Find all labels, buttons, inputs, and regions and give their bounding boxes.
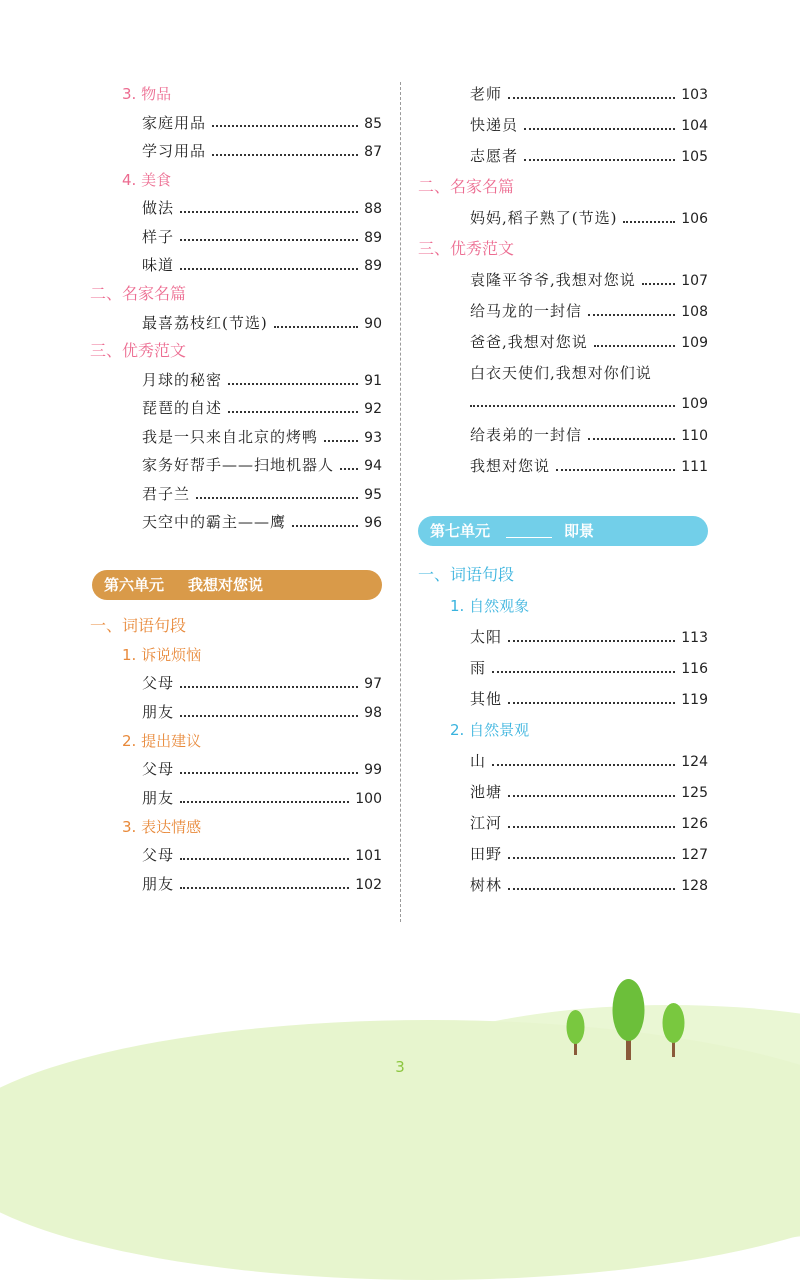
section-heading: 一、词语句段 (418, 565, 515, 584)
toc-entry-title: 琵琶的自述 (142, 399, 223, 417)
toc-page-number: 128 (681, 878, 708, 894)
toc-entry[interactable] (90, 196, 382, 220)
toc-page-number: 91 (364, 373, 382, 389)
toc-entry[interactable] (418, 842, 708, 866)
leader-dots (196, 496, 358, 499)
leader-dots (508, 887, 675, 890)
toc-page-number: 99 (364, 762, 382, 778)
toc-entry[interactable] (418, 625, 708, 649)
toc-entry-title: 妈妈,稻子熟了(节选) (470, 209, 618, 227)
toc-page-number: 127 (681, 847, 708, 863)
tree-large (613, 979, 645, 1060)
toc-page-number: 119 (681, 692, 708, 708)
toc-page-number: 102 (355, 877, 382, 893)
toc-entry[interactable] (418, 780, 708, 804)
toc-entry[interactable] (418, 299, 708, 323)
leader-dots (340, 467, 358, 470)
leader-dots (623, 220, 675, 223)
leader-dots (508, 639, 675, 642)
toc-entry-title: 味道 (142, 256, 175, 274)
tree-small-left (567, 1010, 585, 1055)
toc-entry-title: 太阳 (470, 628, 503, 646)
leader-dots (180, 800, 349, 803)
toc-entry-title[interactable]: 白衣天使们,我想对你们说 (470, 364, 652, 382)
toc-page-number: 111 (681, 459, 708, 475)
toc-entry-title: 样子 (142, 227, 175, 246)
unit7-banner[interactable] (418, 516, 708, 546)
toc-entry[interactable] (90, 368, 382, 392)
toc-entry-title: 家庭用品 (142, 113, 207, 132)
toc-page-number: 98 (364, 705, 382, 721)
toc-page-number: 87 (364, 144, 382, 160)
toc-page-number: 89 (364, 229, 382, 246)
toc-entry[interactable] (90, 225, 382, 249)
toc-entry-title: 朋友 (142, 703, 175, 721)
toc-entry-title: 月球的秘密 (142, 371, 223, 389)
toc-page-number: 110 (681, 428, 708, 444)
leader-dots (228, 410, 358, 413)
toc-page-number: 92 (364, 401, 382, 417)
toc-entry-title: 其他 (470, 690, 503, 708)
section-heading: 二、名家名篇 (418, 177, 515, 196)
leader-dots (180, 210, 358, 213)
leader-dots (212, 124, 358, 127)
toc-entry[interactable] (90, 139, 382, 163)
leader-dots (524, 127, 675, 130)
toc-page-number: 109 (681, 396, 708, 412)
toc-entry-title: 天空中的霸主——鹰 (142, 513, 287, 531)
toc-page-number: 85 (364, 115, 382, 132)
toc-entry-title: 父母 (142, 674, 175, 692)
leader-dots (180, 857, 349, 860)
toc-entry-title: 袁隆平爷爷,我想对您说 (470, 271, 636, 289)
toc-entry-title: 父母 (142, 846, 175, 864)
unit7-banner-label: 第七单元 (430, 522, 491, 540)
toc-entry-title: 快递员 (470, 116, 519, 134)
toc-page-number: 106 (681, 211, 708, 227)
unit6-banner-title: 我想对您说 (188, 576, 264, 594)
toc-entry-title: 父母 (142, 760, 175, 778)
trees-illustration (550, 975, 700, 1065)
leader-dots (508, 825, 675, 828)
toc-page-number: 126 (681, 816, 708, 832)
toc-page-number: 89 (364, 258, 382, 274)
leader-dots (180, 771, 358, 774)
toc-entry-title: 给马龙的一封信 (470, 302, 583, 320)
leader-dots (492, 763, 675, 766)
toc-entry[interactable] (418, 82, 708, 106)
leader-dots (324, 439, 358, 442)
toc-entry-title: 树林 (470, 876, 503, 894)
toc-entry-title: 田野 (470, 845, 503, 863)
leader-dots (508, 794, 675, 797)
subsection-heading: 2. 自然景观 (450, 721, 530, 739)
column-divider (400, 82, 401, 922)
toc-page-number: 116 (681, 661, 708, 677)
toc-entry-title: 山 (470, 752, 487, 770)
leader-dots (274, 325, 358, 328)
leader-dots (470, 405, 675, 407)
toc-page-number: 93 (364, 430, 382, 446)
toc-entry[interactable] (90, 786, 382, 810)
toc-entry[interactable] (90, 425, 382, 449)
toc-page-number: 103 (681, 87, 708, 103)
leader-dots (292, 524, 358, 527)
toc-entry-title: 池塘 (470, 783, 503, 801)
toc-entry[interactable] (418, 687, 708, 711)
toc-entry[interactable] (418, 749, 708, 773)
toc-entry-continuation[interactable] (418, 392, 708, 416)
toc-entry[interactable] (90, 872, 382, 896)
toc-entry-title: 家务好帮手——扫地机器人 (142, 456, 335, 474)
toc-entry[interactable] (90, 482, 382, 506)
leader-dots (508, 701, 675, 704)
toc-page-number: 113 (681, 630, 708, 646)
toc-entry[interactable] (90, 510, 382, 534)
unit6-banner-label: 第六单元 (104, 576, 165, 594)
section-heading: 三、优秀范文 (418, 239, 515, 258)
toc-page-number: 101 (355, 848, 382, 864)
toc-page-number: 94 (364, 458, 382, 474)
toc-entry[interactable] (418, 423, 708, 447)
toc-entry-title: 江河 (470, 814, 503, 832)
subsection-heading: 4. 美食 (122, 170, 172, 189)
toc-entry[interactable] (418, 206, 708, 230)
toc-entry-title: 做法 (142, 199, 175, 217)
toc-entry[interactable] (418, 454, 708, 478)
unit6-banner[interactable] (92, 570, 382, 600)
leader-dots (180, 267, 358, 270)
toc-entry-title: 志愿者 (470, 147, 519, 165)
toc-page-number: 107 (681, 273, 708, 289)
leader-dots (508, 96, 675, 99)
toc-entry-title: 朋友 (142, 789, 175, 807)
leader-dots (180, 238, 358, 241)
subsection-heading: 3. 物品 (122, 85, 172, 103)
toc-entry[interactable] (90, 843, 382, 867)
tree-small-right (663, 1003, 685, 1057)
leader-dots (508, 856, 675, 859)
toc-entry[interactable] (90, 453, 382, 477)
leader-dots (180, 714, 358, 717)
toc-entry-title: 我想对您说 (470, 457, 551, 475)
subsection-heading: 3. 表达情感 (122, 818, 202, 836)
toc-entry-title: 朋友 (142, 875, 175, 893)
leader-dots (588, 313, 675, 316)
leader-dots (228, 382, 358, 385)
leader-dots (524, 158, 675, 161)
toc-entry-title: 学习用品 (142, 142, 207, 160)
toc-page-number: 125 (681, 785, 708, 801)
toc-page-number: 96 (364, 515, 382, 531)
page-number: 3 (395, 1058, 405, 1076)
section-heading: 三、优秀范文 (90, 341, 187, 360)
toc-page-number: 124 (681, 754, 708, 770)
toc-entry[interactable] (418, 811, 708, 835)
toc-entry[interactable] (90, 757, 382, 781)
toc-entry[interactable] (90, 253, 382, 277)
toc-page-number: 108 (681, 304, 708, 320)
toc-entry-title: 君子兰 (142, 485, 191, 503)
toc-entry[interactable] (90, 671, 382, 695)
leader-dots (594, 344, 675, 347)
toc-entry[interactable] (418, 873, 708, 897)
toc-page-number: 109 (681, 335, 708, 351)
leader-dots (212, 153, 358, 156)
toc-page-number: 90 (364, 316, 382, 332)
section-heading: 二、名家名篇 (90, 284, 187, 303)
toc-page-number: 88 (364, 201, 382, 217)
toc-page-number: 104 (681, 118, 708, 134)
toc-entry[interactable] (418, 268, 708, 292)
toc-entry[interactable] (418, 330, 708, 354)
toc-entry-title: 爸爸,我想对您说 (470, 333, 588, 351)
unit7-banner-title: 即景 (564, 522, 595, 540)
toc-entry-title: 给表弟的一封信 (470, 426, 583, 444)
toc-entry-title: 雨 (470, 659, 487, 677)
toc-page-number: 95 (364, 487, 382, 503)
toc-entry-title: 最喜荔枝红(节选) (142, 314, 268, 332)
toc-entry[interactable] (90, 111, 382, 135)
leader-dots (180, 886, 349, 889)
leader-dots (642, 282, 675, 285)
section-heading: 一、词语句段 (90, 616, 187, 635)
toc-entry-title: 老师 (470, 85, 503, 103)
toc-page-number: 105 (681, 149, 708, 165)
toc-page-number: 97 (364, 676, 382, 692)
toc-entry-title: 我是一只来自北京的烤鸭 (142, 428, 319, 446)
subsection-heading: 1. 诉说烦恼 (122, 646, 202, 664)
toc-entry[interactable] (418, 144, 708, 168)
leader-dots (556, 468, 675, 471)
toc-entry[interactable] (418, 113, 708, 137)
leader-dots (180, 685, 358, 688)
toc-entry[interactable] (90, 396, 382, 420)
toc-entry[interactable] (418, 656, 708, 680)
leader-dots (588, 437, 675, 440)
toc-entry[interactable] (90, 311, 382, 335)
toc-page-number: 100 (355, 791, 382, 807)
subsection-heading: 1. 自然观象 (450, 597, 530, 615)
leader-dots (492, 670, 675, 673)
subsection-heading: 2. 提出建议 (122, 732, 202, 750)
toc-entry[interactable] (90, 700, 382, 724)
unit7-title-blank (506, 537, 552, 538)
